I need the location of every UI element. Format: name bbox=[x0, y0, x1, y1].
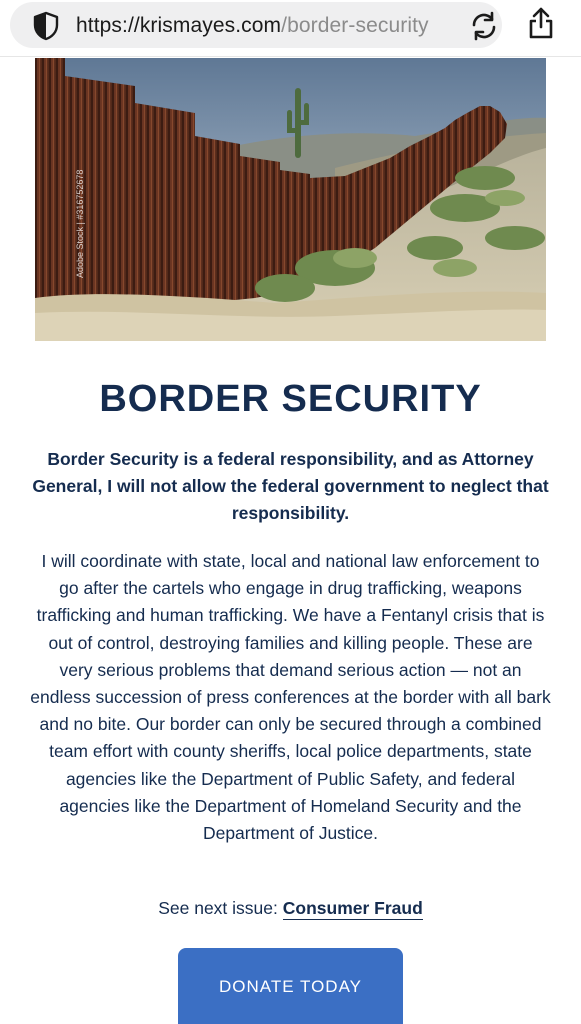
next-issue-prefix: See next issue: bbox=[158, 898, 283, 918]
browser-bar bbox=[0, 0, 581, 57]
url-path: /border-security bbox=[281, 14, 429, 37]
next-issue-link[interactable]: Consumer Fraud bbox=[282, 898, 423, 918]
body-paragraph: I will coordinate with state, local and national law enforcement to go after the cartels who engage in drug trafficking, weapons trafficking and human trafficking. We have a Fentanyl crisis that is out of control, destroying families and killing people. These are very serious problems that demand serious action — not an endless succession of press conferences at the border with all bark and no bite. Our border can only be secured through a combined team effort with county sheriffs, local police departments, state agencies like the Department of Public Safety, and federal agencies like the Department of Homeland Security and the Department of Justice. bbox=[30, 551, 551, 844]
page-title: BORDER SECURITY bbox=[99, 378, 482, 420]
address-bar[interactable] bbox=[10, 2, 502, 48]
lead-paragraph: Border Security is a federal responsibility, and as Attorney General, I will not allow the federal government to neglect that responsibility. bbox=[32, 449, 549, 523]
donate-button-label: DONATE TODAY bbox=[219, 976, 362, 996]
reload-icon[interactable] bbox=[468, 11, 500, 41]
shield-icon[interactable] bbox=[32, 11, 60, 41]
donate-button[interactable] bbox=[178, 948, 403, 1024]
share-icon[interactable] bbox=[526, 6, 556, 40]
border-wall-illustration bbox=[35, 58, 546, 341]
url-text[interactable] bbox=[76, 14, 429, 38]
url-host: https://krismayes.com bbox=[76, 14, 282, 37]
hero-credit: Adobe Stock | #316752678 bbox=[75, 169, 85, 278]
hero-image bbox=[35, 58, 546, 341]
next-issue bbox=[0, 898, 581, 919]
